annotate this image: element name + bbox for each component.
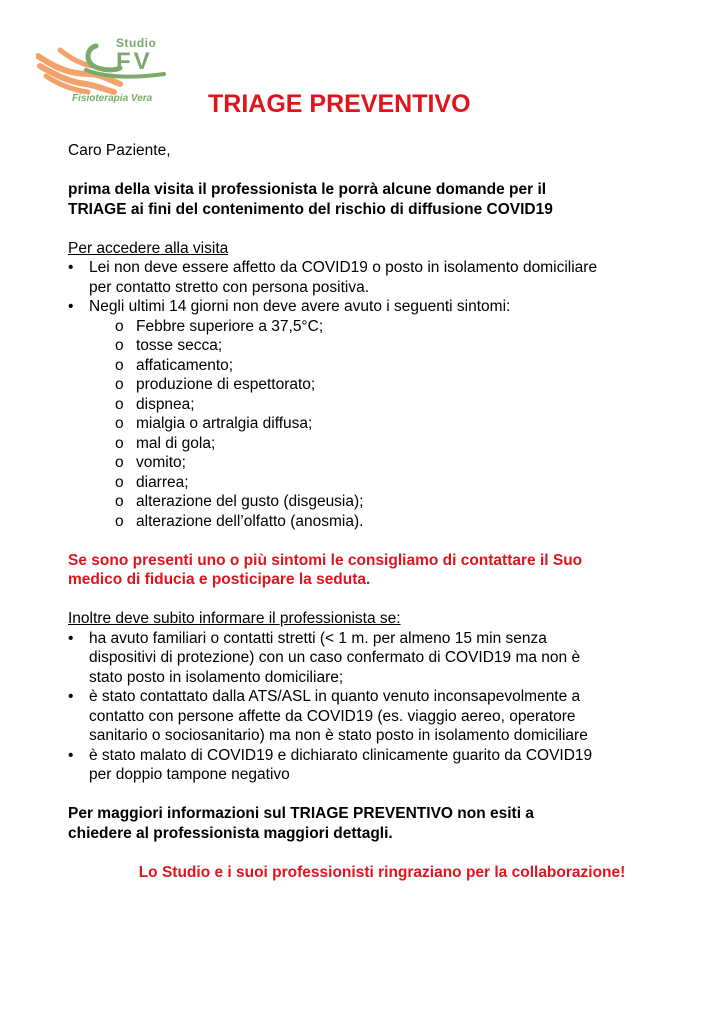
intro-paragraph bbox=[68, 180, 678, 219]
more-info-paragraph bbox=[68, 804, 678, 843]
list-item-line: • è stato malato di COVID19 e dichiarato clinicamente guarito da COVID19 bbox=[89, 746, 593, 764]
list-item-line: dispositivi di protezione) con un caso confermato di COVID19 ma non è bbox=[89, 649, 581, 666]
inform-heading: Inoltre deve subito informare il professionista se: bbox=[68, 610, 401, 627]
symptom-item: o mal di gola; bbox=[115, 434, 678, 454]
symptom-item: o produzione di espettorato; bbox=[115, 375, 678, 395]
symptom-item: o Febbre superiore a 37,5°C; bbox=[115, 317, 678, 337]
more-info-line: Per maggiori informazioni sul TRIAGE PREVENTIVO non esiti a bbox=[68, 805, 534, 822]
list-item-line: sanitario o sociosanitario) ma non è stato posto in isolamento domiciliare bbox=[89, 727, 588, 744]
logo-studio-text: Studio bbox=[116, 36, 157, 50]
list-item-line: • è stato contattato dalla ATS/ASL in quanto venuto inconsapevolmente a bbox=[89, 688, 581, 705]
warning-line: Se sono presenti uno o più sintomi le consigliamo di contattare il Suo bbox=[68, 551, 583, 569]
greeting: Caro Paziente, bbox=[68, 142, 171, 159]
list-item-line: contatto con persone affette da COVID19 (es. viaggio aereo, operatore bbox=[89, 707, 576, 725]
access-list bbox=[68, 258, 678, 531]
list-item-line: stato posto in isolamento domiciliare; bbox=[89, 668, 344, 686]
logo-initials: FV bbox=[116, 48, 153, 75]
symptom-item: o alterazione dell’olfatto (anosmia). bbox=[115, 512, 678, 532]
symptom-list bbox=[89, 317, 678, 532]
list-item-line: per doppio tampone negativo bbox=[89, 766, 290, 783]
list-item-line: • Negli ultimi 14 giorni non deve avere avuto i seguenti sintomi: bbox=[89, 298, 511, 315]
symptom-item: o mialgia o artralgia diffusa; bbox=[115, 414, 678, 434]
thanks-message: Lo Studio e i suoi professionisti ringraziano per la collaborazione! bbox=[138, 863, 626, 881]
access-item bbox=[68, 258, 678, 297]
more-info-line: chiedere al professionista maggiori dettagli. bbox=[68, 824, 393, 842]
warning-paragraph bbox=[68, 551, 678, 590]
symptom-item: o alterazione del gusto (disgeusia); bbox=[115, 492, 678, 512]
logo-tagline: Fisioterapia Vera bbox=[72, 93, 153, 104]
symptom-item: o diarrea; bbox=[115, 473, 678, 493]
access-item bbox=[68, 297, 678, 531]
symptom-item: o vomito; bbox=[115, 453, 678, 473]
access-heading: Per accedere alla visita bbox=[68, 239, 229, 257]
list-item-line: • ha avuto familiari o contatti stretti (< 1 m. per almeno 15 min senza bbox=[89, 629, 547, 647]
inform-list bbox=[68, 629, 678, 785]
list-item-line: • Lei non deve essere affetto da COVID19 o posto in isolamento domiciliare bbox=[89, 259, 598, 276]
symptom-item: o affaticamento; bbox=[115, 356, 678, 376]
inform-item bbox=[68, 629, 678, 688]
intro-line: TRIAGE ai fini del contenimento del rischio di diffusione COVID19 bbox=[68, 200, 553, 218]
warning-line: medico di fiducia e posticipare la seduta. bbox=[68, 571, 371, 588]
list-item-line: per contatto stretto con persona positiva. bbox=[89, 278, 370, 296]
intro-line: prima della visita il professionista le porrà alcune domande per il bbox=[68, 181, 547, 198]
symptom-item: o tosse secca; bbox=[115, 336, 678, 356]
inform-item bbox=[68, 746, 678, 785]
page-title: TRIAGE PREVENTIVO bbox=[208, 90, 471, 118]
symptom-item: o dispnea; bbox=[115, 395, 678, 415]
inform-item bbox=[68, 687, 678, 746]
document-body bbox=[68, 141, 678, 882]
